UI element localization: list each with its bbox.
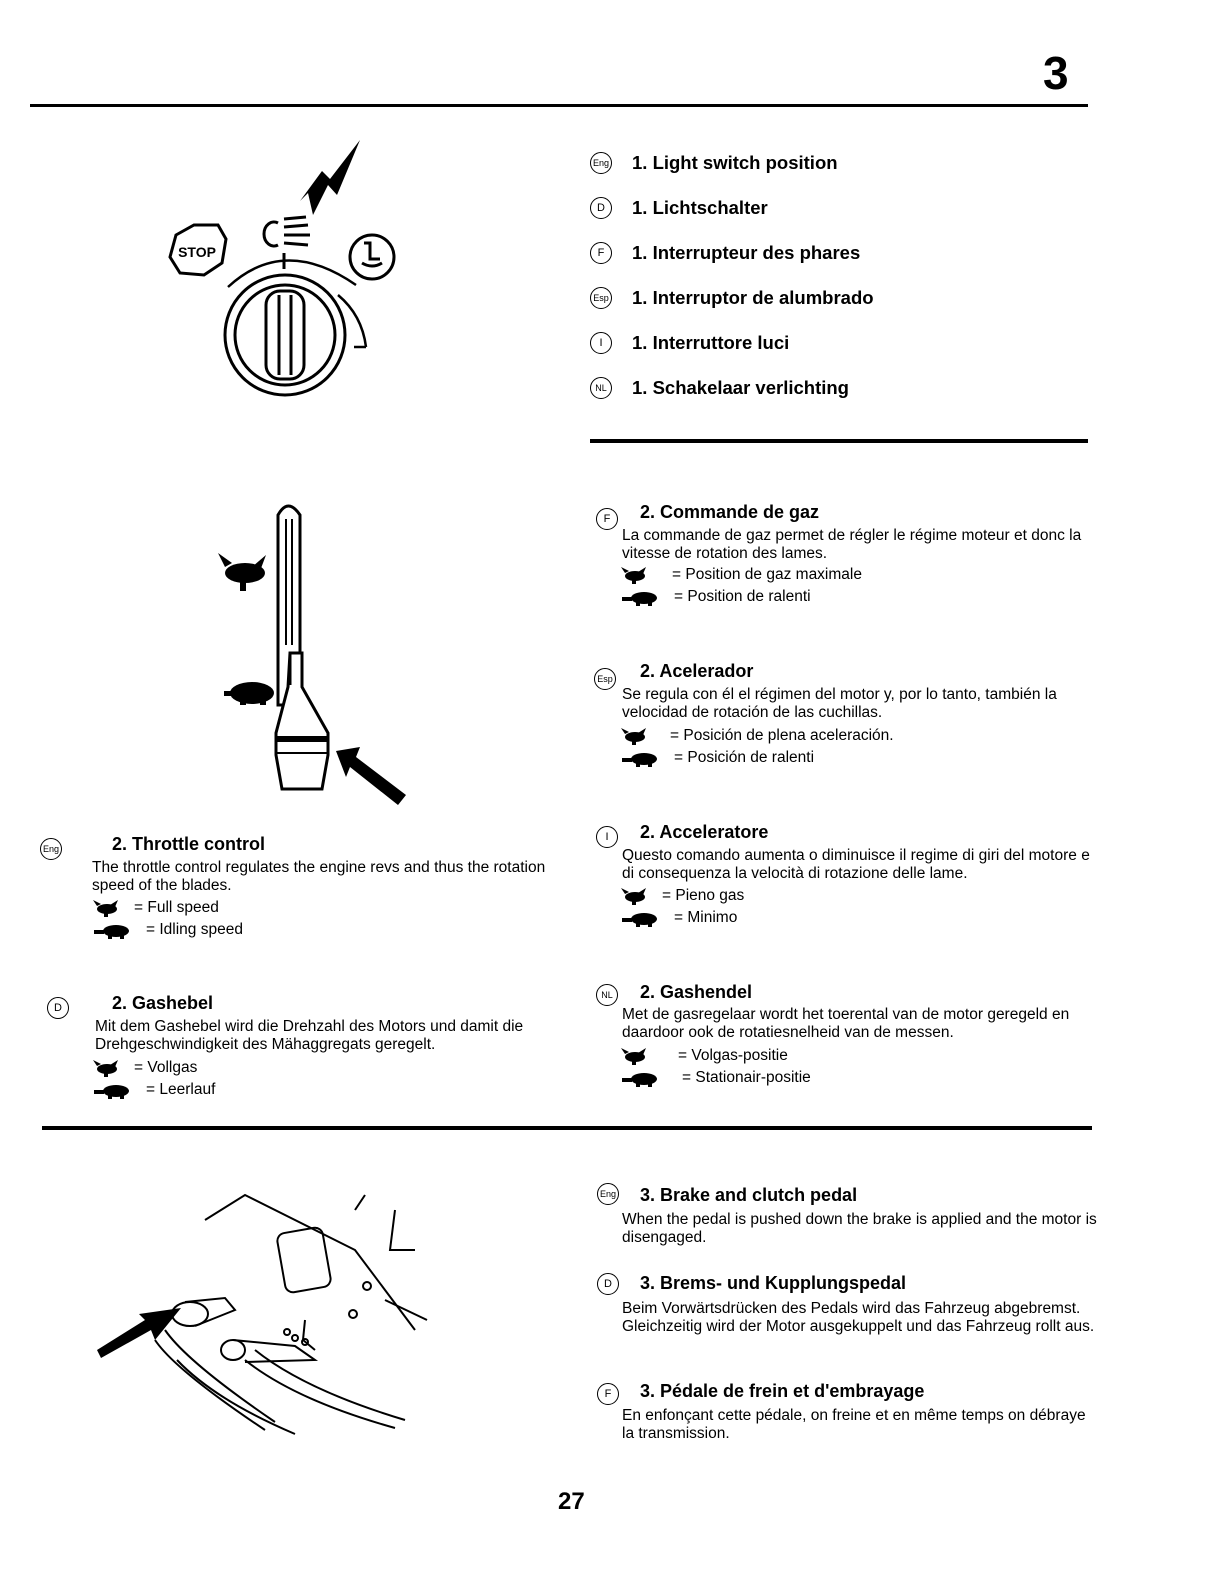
tortoise-icon bbox=[620, 1069, 662, 1087]
brake-title-en: 3. Brake and clutch pedal bbox=[640, 1185, 858, 1205]
brake-title-de: 3. Brems- und Kupplungspedal bbox=[640, 1273, 907, 1293]
throttle-title-it: 2. Acceleratore bbox=[640, 822, 769, 842]
throttle-text-en: The throttle control regulates the engine revs and thus the rotation speed of the blades. bbox=[92, 859, 546, 894]
throttle-text-es: Se regula con él el régimen del motor y, por lo tanto, también la velocidad de rotación de las cuchillas. bbox=[622, 686, 1057, 721]
brake-pedal-illustration bbox=[95, 1190, 455, 1450]
slow-label: = Idling speed bbox=[146, 921, 243, 938]
brake-text-en: When the pedal is pushed down the brake is applied and the motor is disengaged. bbox=[622, 1211, 1097, 1246]
light-switch-label: 1. Interruttore luci bbox=[632, 332, 790, 353]
tortoise-icon bbox=[92, 1081, 134, 1099]
hare-icon bbox=[218, 553, 266, 591]
hare-icon bbox=[92, 899, 122, 917]
section-rule-1 bbox=[590, 439, 1088, 443]
lang-badge: D bbox=[590, 197, 612, 219]
oil-can-icon bbox=[350, 235, 394, 279]
light-switch-label: 1. Lichtschalter bbox=[632, 197, 768, 218]
hare-icon bbox=[620, 887, 650, 905]
lang-badge: I bbox=[596, 826, 618, 848]
throttle-title-nl: 2. Gashendel bbox=[640, 982, 753, 1002]
switch-knob-icon bbox=[225, 275, 345, 395]
throttle-slow-nl bbox=[620, 1067, 811, 1089]
light-switch-row-it bbox=[590, 332, 789, 354]
throttle-slow-de bbox=[92, 1079, 215, 1101]
page-number: 27 bbox=[558, 1488, 585, 1515]
top-rule bbox=[30, 104, 1088, 107]
throttle-slow-fr bbox=[620, 586, 811, 608]
stop-icon bbox=[170, 225, 226, 275]
throttle-fast-it bbox=[620, 885, 744, 907]
throttle-title-en: 2. Throttle control bbox=[112, 834, 265, 854]
brake-text-de: Beim Vorwärtsdrücken des Pedals wird das Fahrzeug abgebremst. Gleichzeitig wird der Motor ausgekuppelt und das Fahrzeug rollt aus. bbox=[622, 1300, 1095, 1335]
throttle-fast-nl bbox=[620, 1045, 788, 1067]
brake-title-fr: 3. Pédale de frein et d'embrayage bbox=[640, 1381, 925, 1401]
lang-badge: Eng bbox=[597, 1183, 619, 1205]
slow-label: = Minimo bbox=[674, 909, 738, 926]
throttle-slow-en bbox=[92, 919, 243, 941]
hare-icon bbox=[92, 1059, 122, 1077]
light-switch-row-fr bbox=[590, 242, 860, 264]
hare-icon bbox=[620, 566, 650, 584]
lang-badge: Eng bbox=[40, 838, 62, 860]
fast-label: = Vollgas bbox=[134, 1059, 198, 1076]
slow-label: = Position de ralenti bbox=[674, 588, 811, 605]
light-switch-row-nl bbox=[590, 377, 849, 399]
pointer-arrow-icon bbox=[336, 747, 406, 805]
light-switch-label: 1. Interrupteur des phares bbox=[632, 242, 861, 263]
fast-label: = Position de gaz maximale bbox=[672, 566, 862, 583]
fast-label: = Pieno gas bbox=[662, 887, 745, 904]
slow-label: = Leerlauf bbox=[146, 1081, 216, 1098]
tortoise-icon bbox=[620, 909, 662, 927]
throttle-text-it: Questo comando aumenta o diminuisce il regime di giri del motore e di consequenza la velocità di rotazione delle lame. bbox=[622, 847, 1090, 882]
throttle-fast-es bbox=[620, 725, 894, 747]
throttle-title-es: 2. Acelerador bbox=[640, 661, 754, 681]
section-rule-2 bbox=[42, 1126, 1092, 1130]
lang-badge: D bbox=[597, 1273, 619, 1295]
light-switch-row-de bbox=[590, 197, 768, 219]
throttle-text-nl: Met de gasregelaar wordt het toerental van de motor geregeld en daardoor ook de rotatiesnelheid van de messen. bbox=[622, 1006, 1070, 1041]
throttle-text-de: Mit dem Gashebel wird die Drehzahl des Motors und damit die Drehgeschwindigkeit des Mähaggregats geregelt. bbox=[95, 1018, 524, 1053]
light-switch-row-en bbox=[590, 152, 838, 174]
throttle-slow-es bbox=[620, 747, 814, 769]
fast-label: = Volgas-positie bbox=[678, 1047, 788, 1064]
throttle-text-fr: La commande de gaz permet de régler le régime moteur et donc la vitesse de rotation des lames. bbox=[622, 527, 1082, 562]
throttle-fast-de bbox=[92, 1057, 197, 1079]
pointer-arrow-icon bbox=[300, 140, 360, 215]
light-switch-illustration bbox=[150, 135, 420, 425]
throttle-fast-fr bbox=[620, 564, 862, 586]
light-switch-row-es bbox=[590, 287, 874, 309]
lang-badge: D bbox=[47, 997, 69, 1019]
throttle-fast-en bbox=[92, 897, 219, 919]
tortoise-icon bbox=[620, 749, 662, 767]
lang-badge: NL bbox=[590, 377, 612, 399]
lang-badge: F bbox=[596, 508, 618, 530]
hare-icon bbox=[620, 727, 650, 745]
slow-label: = Posición de ralenti bbox=[674, 749, 815, 766]
lang-badge: Esp bbox=[590, 287, 612, 309]
throttle-lever-illustration bbox=[210, 495, 420, 815]
brake-text-fr: En enfonçant cette pédale, on freine et en même temps on débraye la transmission. bbox=[622, 1407, 1086, 1442]
tortoise-icon bbox=[620, 588, 662, 606]
headlight-icon bbox=[264, 217, 310, 246]
light-switch-label: 1. Schakelaar verlichting bbox=[632, 377, 849, 398]
throttle-title-fr: 2. Commande de gaz bbox=[640, 502, 820, 522]
lang-badge: NL bbox=[596, 984, 618, 1006]
lang-badge: Eng bbox=[590, 152, 612, 174]
lang-badge: Esp bbox=[594, 668, 616, 690]
slow-label: = Stationair-positie bbox=[682, 1069, 811, 1086]
throttle-title-de: 2. Gashebel bbox=[112, 993, 214, 1013]
light-switch-label: 1. Interruptor de alumbrado bbox=[632, 287, 874, 308]
lang-badge: F bbox=[590, 242, 612, 264]
chapter-number: 3 bbox=[1043, 47, 1069, 99]
light-switch-label: 1. Light switch position bbox=[632, 152, 838, 173]
tortoise-icon bbox=[224, 682, 274, 705]
lang-badge: I bbox=[590, 332, 612, 354]
tortoise-icon bbox=[92, 921, 134, 939]
lang-badge: F bbox=[597, 1383, 619, 1405]
fast-label: = Posición de plena aceleración. bbox=[670, 727, 894, 744]
svg-text:STOP: STOP bbox=[178, 244, 216, 260]
hare-icon bbox=[620, 1047, 650, 1065]
throttle-slow-it bbox=[620, 907, 737, 929]
fast-label: = Full speed bbox=[134, 899, 219, 916]
